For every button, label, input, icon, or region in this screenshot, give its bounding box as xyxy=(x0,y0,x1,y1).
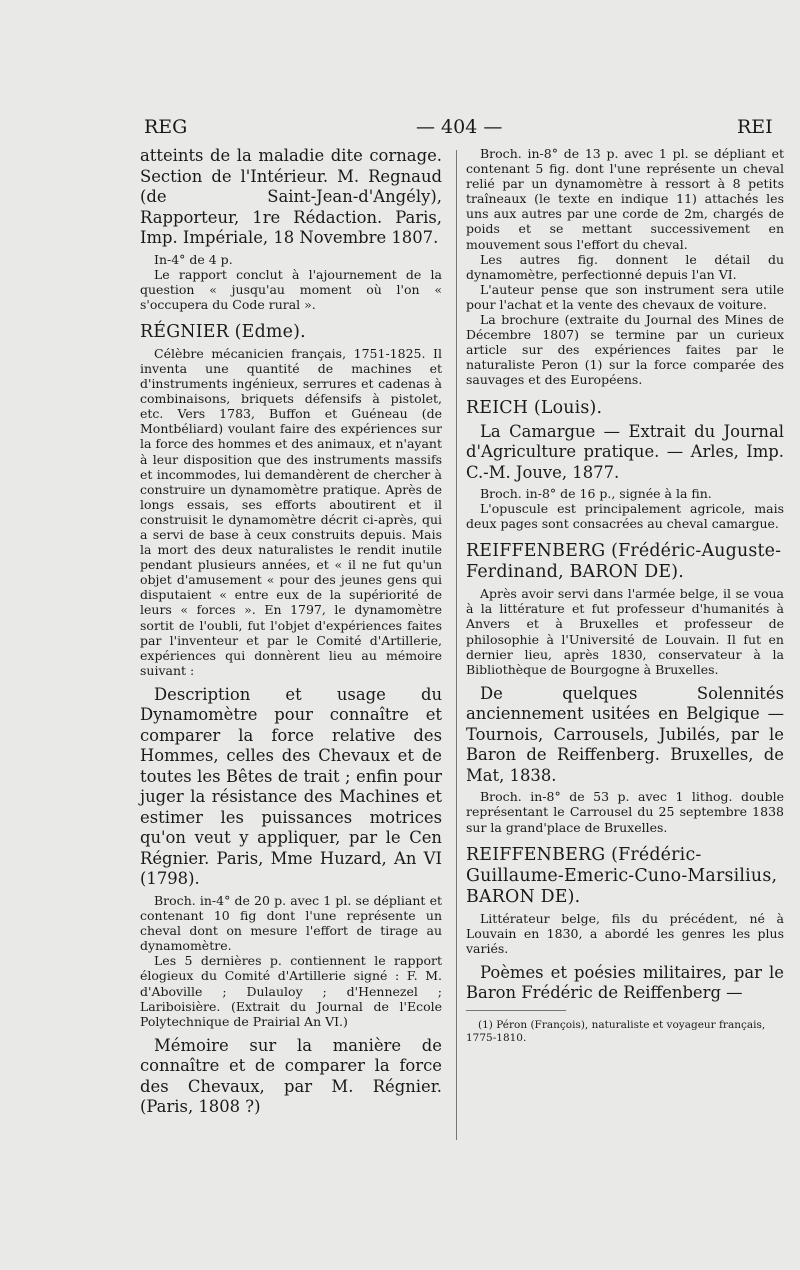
annotation: Les autres fig. donnent le détail du dynamomètre, perfectionné depuis l'an VI. xyxy=(466,251,784,282)
entry-continuation: atteints de la maladie dite cornage. Section de l'Intérieur. M. Regnaud (de Saint-Jean-d'Angély), Rapporteur, 1re Rédaction. Paris, Imp. Impériale, 18 Novembre 1807. xyxy=(140,146,442,247)
annotation: Les 5 dernières p. contiennent le rapport élogieux du Comité d'Artillerie signé : F. M. d'Aboville ; Dulauloy ; d'Hennezel ; Lariboisière. (Extrait du Journal de l'Ecole Polytechnique de Prairial An VI.) xyxy=(140,953,442,1029)
format-note: In-4° de 4 p. xyxy=(154,251,233,267)
biography: Littérateur belge, fils du précédent, né à Louvain en 1830, a abordé les genres les plus variés. xyxy=(466,910,784,956)
running-head xyxy=(0,116,800,144)
header-right: REI xyxy=(737,116,773,138)
annotation: L'auteur pense que son instrument sera utile pour l'achat et la vente des chevaux de voiture. xyxy=(466,281,784,312)
format-note: Broch. in-8° de 53 p. avec 1 lithog. double représentant le Carrousel du 25 septembre 1838 sur la grand'place de Bruxelles. xyxy=(466,789,784,835)
book-title: Mémoire sur la manière de connaître et de comparer la force des Chevaux, par M. Régnier. (Paris, 1808 ?) xyxy=(140,1035,442,1117)
biography: Après avoir servi dans l'armée belge, il se voua à la littérature et fut professeur d'humanités à Anvers et à Bruxelles et professeur de philosophie à l'Université de Louvain. Il fut en dernier lieu, après 1830, conservateur à la Bibliothèque de Bourgogne à Bruxelles. xyxy=(466,586,784,677)
biography: Célèbre mécanicien français, 1751-1825. Il inventa une quantité de machines et d'instruments ingénieux, serrures et cadenas à combinaisons, briquets défensifs à pistolet, etc. Vers 1783, Buffon et Guéneau (de Montbéliard) voulant faire des expériences sur la force des hommes et des animaux, et n'ayant à leur disposition que des instruments massifs et incommodes, lui demandèrent de chercher à construire un dynamomètre pratique. Après de longs essais, ses efforts aboutirent et il construisit le dynamomètre décrit ci-après, qui a servi de base à ceux construits depuis. Mais la mort des deux naturalistes le rendit inutile pendant plusieurs années, et « il ne fut qu'un objet d'amusement « pour des jeunes gens qui disputaient « entre eux de la supériorité de leurs « forces ». En 1797, le dynamomètre sortit de l'oubli, fut l'objet d'expériences faites par l'inventeur et par le Comité d'Artillerie, expériences qui donnèrent lieu au mémoire suivant : xyxy=(140,345,442,678)
book-title: La Camargue — Extrait du Journal d'Agriculture pratique. — Arles, Imp. C.-M. Jouve, 1877. xyxy=(466,421,784,482)
book-title: Poèmes et poésies militaires, par le Baron Frédéric de Reiffenberg — xyxy=(466,962,784,1003)
format-note: Broch. in-8° de 16 p., signée à la fin. xyxy=(480,486,712,501)
book-title: De quelques Solennités anciennement usitées en Belgique — Tournois, Carrousels, Jubilés, par le Baron de Reiffenberg. Bruxelles, de Mat, 1838. xyxy=(466,683,784,785)
annotation: La brochure (extraite du Journal des Mines de Décembre 1807) se termine par un curieux article sur des expériences faites par le naturaliste Peron (1) sur la force comparée des sauvages et des Européens. xyxy=(466,312,784,388)
column-divider xyxy=(456,150,457,1140)
entry-heading-reich: REICH (Louis). xyxy=(466,397,603,418)
footnote-rule xyxy=(466,1010,566,1011)
annotation: Le rapport conclut à l'ajournement de la question « jusqu'au moment où l'on « s'occupera du Code rural ». xyxy=(140,266,442,312)
entry-heading-reiffenberg-1: REIFFENBERG (Frédéric-Auguste-Ferdinand, BARON DE). xyxy=(466,541,782,583)
annotation: L'opuscule est principalement agricole, mais deux pages sont consacrées au cheval camargue. xyxy=(466,501,784,532)
footnote: (1) Péron (François), naturaliste et voyageur français, 1775-1810. xyxy=(466,1018,766,1044)
entry-heading-regnier: RÉGNIER (Edme). xyxy=(140,321,306,342)
book-title: Description et usage du Dynamomètre pour connaître et comparer la force relative des Hommes, celles des Chevaux et de toutes les Bêtes de trait ; enfin pour juger la résistance des Machines et estimer les puissances motrices qu'on veut y appliquer, par le Cen Régnier. Paris, Mme Huzard, An VI (1798). xyxy=(140,684,442,889)
right-column xyxy=(466,146,784,1045)
format-note: Broch. in-4° de 20 p. avec 1 pl. se dépliant et contenant 10 fig dont l'une représente un cheval dont on mesure l'effort de tirage au dynamomètre. xyxy=(140,892,442,954)
format-note: Broch. in-8° de 13 p. avec 1 pl. se dépliant et contenant 5 fig. dont l'une représente un cheval relié par un dynamomètre à ressort à 8 petits traîneaux (le texte en indique 11) attachés les uns aux autres par une corde de 2m, chargés de poids et se mettant successivement en mouvement sous l'effort du cheval. xyxy=(466,146,784,252)
left-column xyxy=(140,146,442,1118)
header-left: REG xyxy=(144,116,188,138)
entry-heading-reiffenberg-2: REIFFENBERG (Frédéric-Guillaume-Emeric-Cuno-Marsilius, BARON DE). xyxy=(466,844,778,907)
page-number: — 404 — xyxy=(416,116,503,138)
